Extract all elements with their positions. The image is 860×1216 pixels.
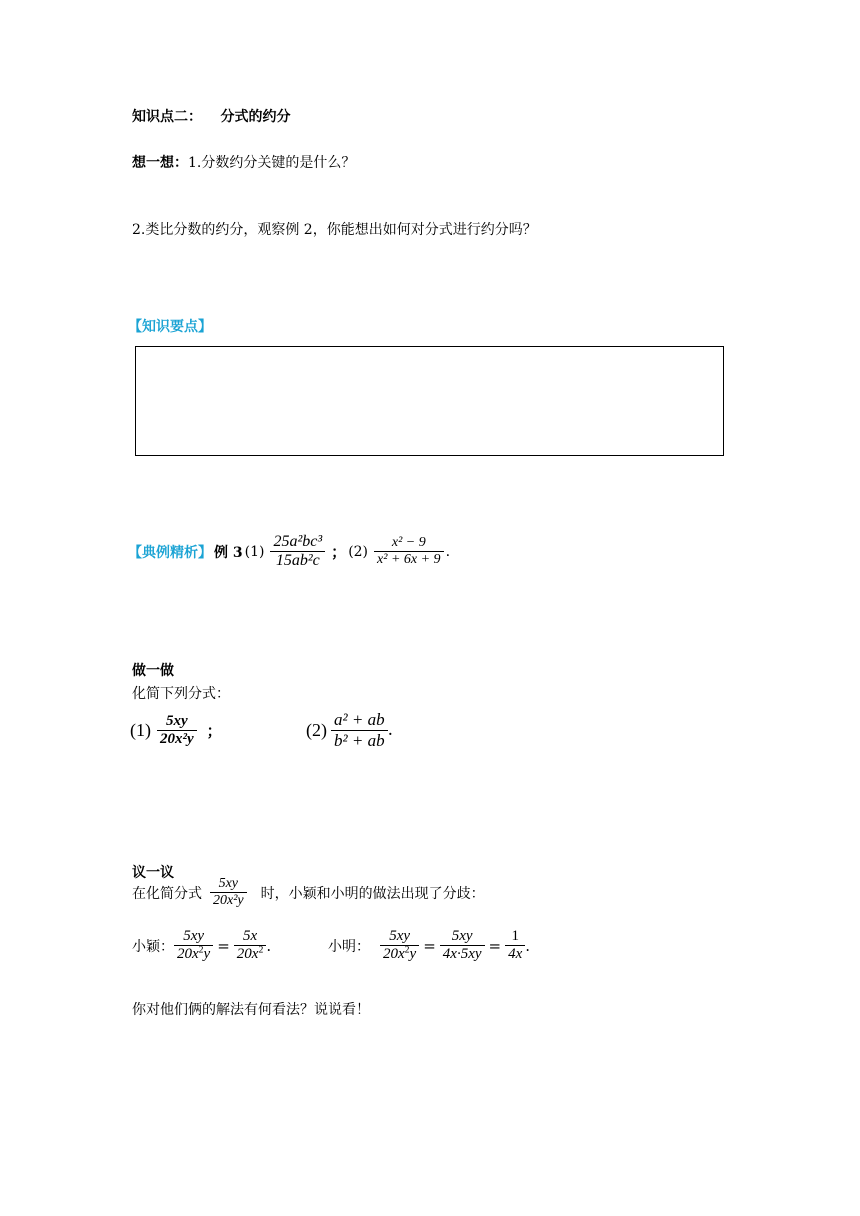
discuss-fraction (210, 876, 247, 909)
section-title: 分式的约分 (220, 109, 291, 125)
discuss-title: 议一议 (132, 865, 174, 881)
example-fraction-2-denominator: x² + 6x + 9 (377, 552, 441, 568)
discuss-text-after: 时，小颖和小明的做法出现了分歧： (260, 885, 485, 902)
end-period: . (266, 936, 272, 955)
xiaoming-solution (328, 928, 530, 964)
end-period: . (387, 720, 393, 741)
equals-sign: = (423, 936, 436, 955)
do-part-2: (2) (306, 719, 327, 740)
xiaoming-label: 小明： (328, 938, 370, 955)
do-fraction-1 (157, 713, 197, 749)
discuss-text-before: 在化简分式 (132, 885, 202, 902)
example-fraction-1 (270, 533, 325, 571)
discuss-intro (132, 876, 485, 909)
section-heading (132, 106, 290, 126)
section-label: 知识点二： (132, 109, 202, 125)
do-fraction-2 (331, 710, 388, 750)
do-title: 做一做 (132, 663, 174, 679)
discuss-fraction-denominator: 20x²y (213, 893, 244, 909)
do-fraction-2-numerator: a² + ab (334, 710, 385, 729)
xiaoming-fraction-3: $\frac{1}{4x}$ (505, 928, 525, 964)
end-period: . (445, 543, 451, 560)
xiaoying-fraction-1: $\frac{5xy}{20x^2y}$ (174, 928, 213, 964)
equals-sign: = (488, 936, 502, 955)
do-fraction-2-denominator: b² + ab (334, 730, 385, 750)
separator: ； (206, 722, 222, 741)
xiaoying-solution (132, 928, 271, 964)
end-period: . (525, 936, 531, 955)
think-label: 想一想： (132, 155, 188, 171)
example-3 (128, 533, 450, 571)
do-part-1: (1) (130, 720, 151, 741)
discuss-fraction-numerator: 5xy (218, 876, 239, 891)
example-fraction-1-numerator: 25a²bc³ (273, 533, 323, 550)
think-question-2: 2.类比分数的约分，观察例 2，你能想出如何对分式进行约分吗？ (132, 222, 537, 238)
example-part-2: (2) (348, 543, 369, 560)
key-points-box (135, 346, 724, 456)
separator: ； (331, 543, 347, 562)
example-fraction-2-numerator: x² − 9 (391, 535, 426, 551)
xiaoying-label: 小颖： (132, 938, 174, 955)
key-points-label: 【知识要点】 (128, 319, 212, 335)
think-q1-text: 1.分数约分关键的是什么？ (188, 155, 356, 171)
xiaoming-fraction-1: $\frac{5xy}{20x^2y}$ (380, 928, 419, 964)
xiaoying-fraction-2: $\frac{5x}{20x^2}$ (234, 928, 267, 964)
do-fraction-1-numerator: 5xy (165, 713, 188, 729)
do-problem-2 (306, 710, 393, 750)
equals-sign: = (217, 936, 230, 955)
do-fraction-1-denominator: 20x²y (160, 731, 194, 748)
example-part-1: (1) (244, 543, 265, 560)
example-fraction-1-denominator: 15ab²c (275, 552, 320, 570)
example-name: 例 3 (214, 544, 243, 561)
example-fraction-2 (374, 535, 444, 568)
do-instruction: 化简下列分式： (132, 686, 230, 702)
discuss-question: 你对他们俩的解法有何看法？说说看！ (132, 1002, 370, 1018)
xiaoming-fraction-2: $\frac{5xy}{4x\cdot 5xy}$ (440, 928, 485, 964)
example-label: 【典例精析】 (128, 544, 212, 561)
think-question-1 (132, 152, 355, 172)
do-problem-1 (130, 713, 222, 749)
